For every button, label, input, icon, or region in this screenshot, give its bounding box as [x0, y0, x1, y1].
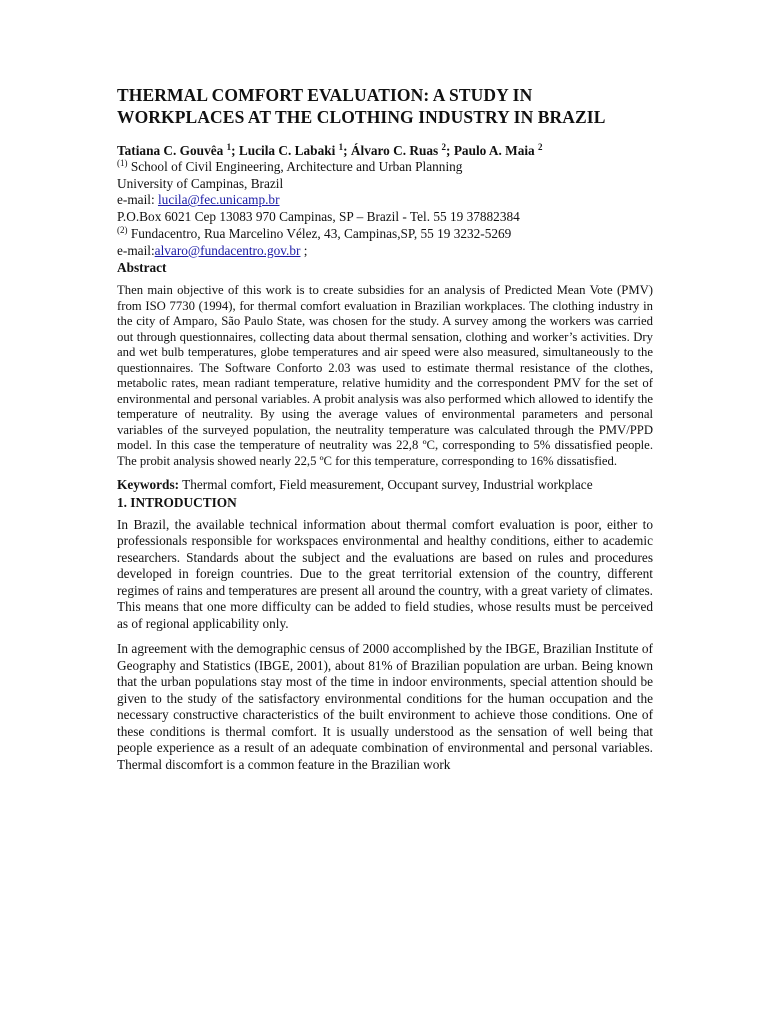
abstract-heading: Abstract	[117, 260, 167, 276]
email-link-alvaro[interactable]: alvaro@fundacentro.gov.br	[154, 242, 301, 258]
email-suffix: ;	[300, 242, 308, 258]
affiliation-1-university: University of Campinas, Brazil	[117, 175, 284, 191]
affiliation-2-email-line	[117, 243, 653, 260]
email-link-lucila[interactable]: lucila@fec.unicamp.br	[157, 192, 280, 208]
abstract-text: Then main objective of this work is to create subsidies for an analysis of Predicted Mean Vote (PMV) from ISO 7730 (1994), for thermal comfort evaluation in Brazilian workplaces. The clothing industry in the city of Amparo, São Paulo State, was chosen for the study. A survey among the workers was carried out through questionnaires, collecting data about thermal sensation, clothing and worker’s activities. Dry and wet bulb temperatures, globe temperatures and air speed were also measured, simultaneously to the questionnaires. The Software Conforto 2.03 was used to estimate thermal resistance of the clothes, metabolic rates, mean radiant temperature, relative humidity and the correspondent PMV for the set of environmental and personal variables. A probit analysis was also performed which allowed to identify the temperature of neutrality. By using the average values of environmental parameters and personal variables of the surveyed population, the neutrality temperature was calculated through the PMV/PPD model. In this case the temperature of neutrality was 22,8 ºC, corresponding to 5% dissatisfied people. The probit analysis showed nearly 22,5 ºC for this temperature, corresponding to 16% dissatisfied.	[117, 283, 653, 468]
affiliation-2-line	[117, 226, 653, 243]
keywords-label: Keywords:	[117, 477, 180, 493]
keywords-line	[117, 477, 653, 494]
author-name: Lucila C. Labaki	[238, 143, 336, 158]
affiliation-block	[117, 159, 653, 259]
author-affiliation-mark: 1	[226, 142, 232, 152]
affiliation-1-email-line	[117, 192, 653, 209]
affiliation-1-line	[117, 159, 653, 176]
affiliation-1-school: School of Civil Engineering, Architecture and Urban Planning	[130, 159, 463, 174]
email-label: e-mail:	[117, 192, 158, 208]
author-affiliation-mark: 2	[538, 142, 543, 152]
affiliation-1-mark: (1)	[117, 158, 128, 168]
introduction-paragraph-1: In Brazil, the available technical information about thermal comfort evaluation is poor, either to professionals responsible for workspaces environmental and healthy conditions, either to academic researchers. Standards about the subject and the evaluations are based on rules and procedures developed in foreign countries. Due to the great territorial extension of the country, different regimes of rains and temperatures are present all around the country, with a great variety of climates. This means that one more difficulty can be added to field studies, whose results must be perceived as of regional applicability only.	[117, 516, 653, 631]
title-line-1: THERMAL COMFORT EVALUATION: A STUDY IN	[117, 85, 533, 105]
author-list	[117, 142, 653, 159]
author-separator: ;	[446, 143, 454, 158]
introduction-heading: 1. INTRODUCTION	[117, 494, 237, 510]
author-name: Álvaro C. Ruas	[350, 143, 439, 158]
title-line-2: WORKPLACES AT THE CLOTHING INDUSTRY IN BRAZIL	[117, 107, 606, 127]
author-name: Tatiana C. Gouvêa	[117, 143, 224, 158]
author-separator: ;	[343, 143, 351, 158]
author-affiliation-mark: 2	[441, 142, 447, 152]
introduction-paragraph-2: In agreement with the demographic census of 2000 accomplished by the IBGE, Brazilian Institute of Geography and Statistics (IBGE, 2001), about 81% of Brazilian population are urban. Being known that the urban populations stay most of the time in indoor environments, special attention should be given to the study of the satisfactory environmental conditions for the human occupation and the necessary constructive characteristics of the built environment to achieve those conditions. One of these conditions is thermal comfort. It is usually understood as the sensation of well being that people experience as a result of an adequate combination of environmental and personal variables. Thermal discomfort is a common feature in the Brazilian work	[117, 641, 653, 772]
email-label: e-mail:	[117, 242, 155, 258]
affiliation-2-institution: Fundacentro, Rua Marcelino Vélez, 43, Campinas,SP, 55 19 3232-5269	[130, 225, 512, 241]
paper-page	[117, 84, 653, 773]
author-affiliation-mark: 1	[338, 142, 344, 152]
author-name: Paulo A. Maia	[453, 143, 535, 158]
paper-title	[117, 84, 653, 128]
keywords-text: Thermal comfort, Field measurement, Occupant survey, Industrial workplace	[179, 477, 593, 493]
affiliation-2-mark: (2)	[117, 224, 128, 235]
author-separator: ;	[231, 143, 239, 158]
affiliation-1-address: P.O.Box 6021 Cep 13083 970 Campinas, SP – Brazil - Tel. 55 19 37882384	[117, 209, 520, 225]
